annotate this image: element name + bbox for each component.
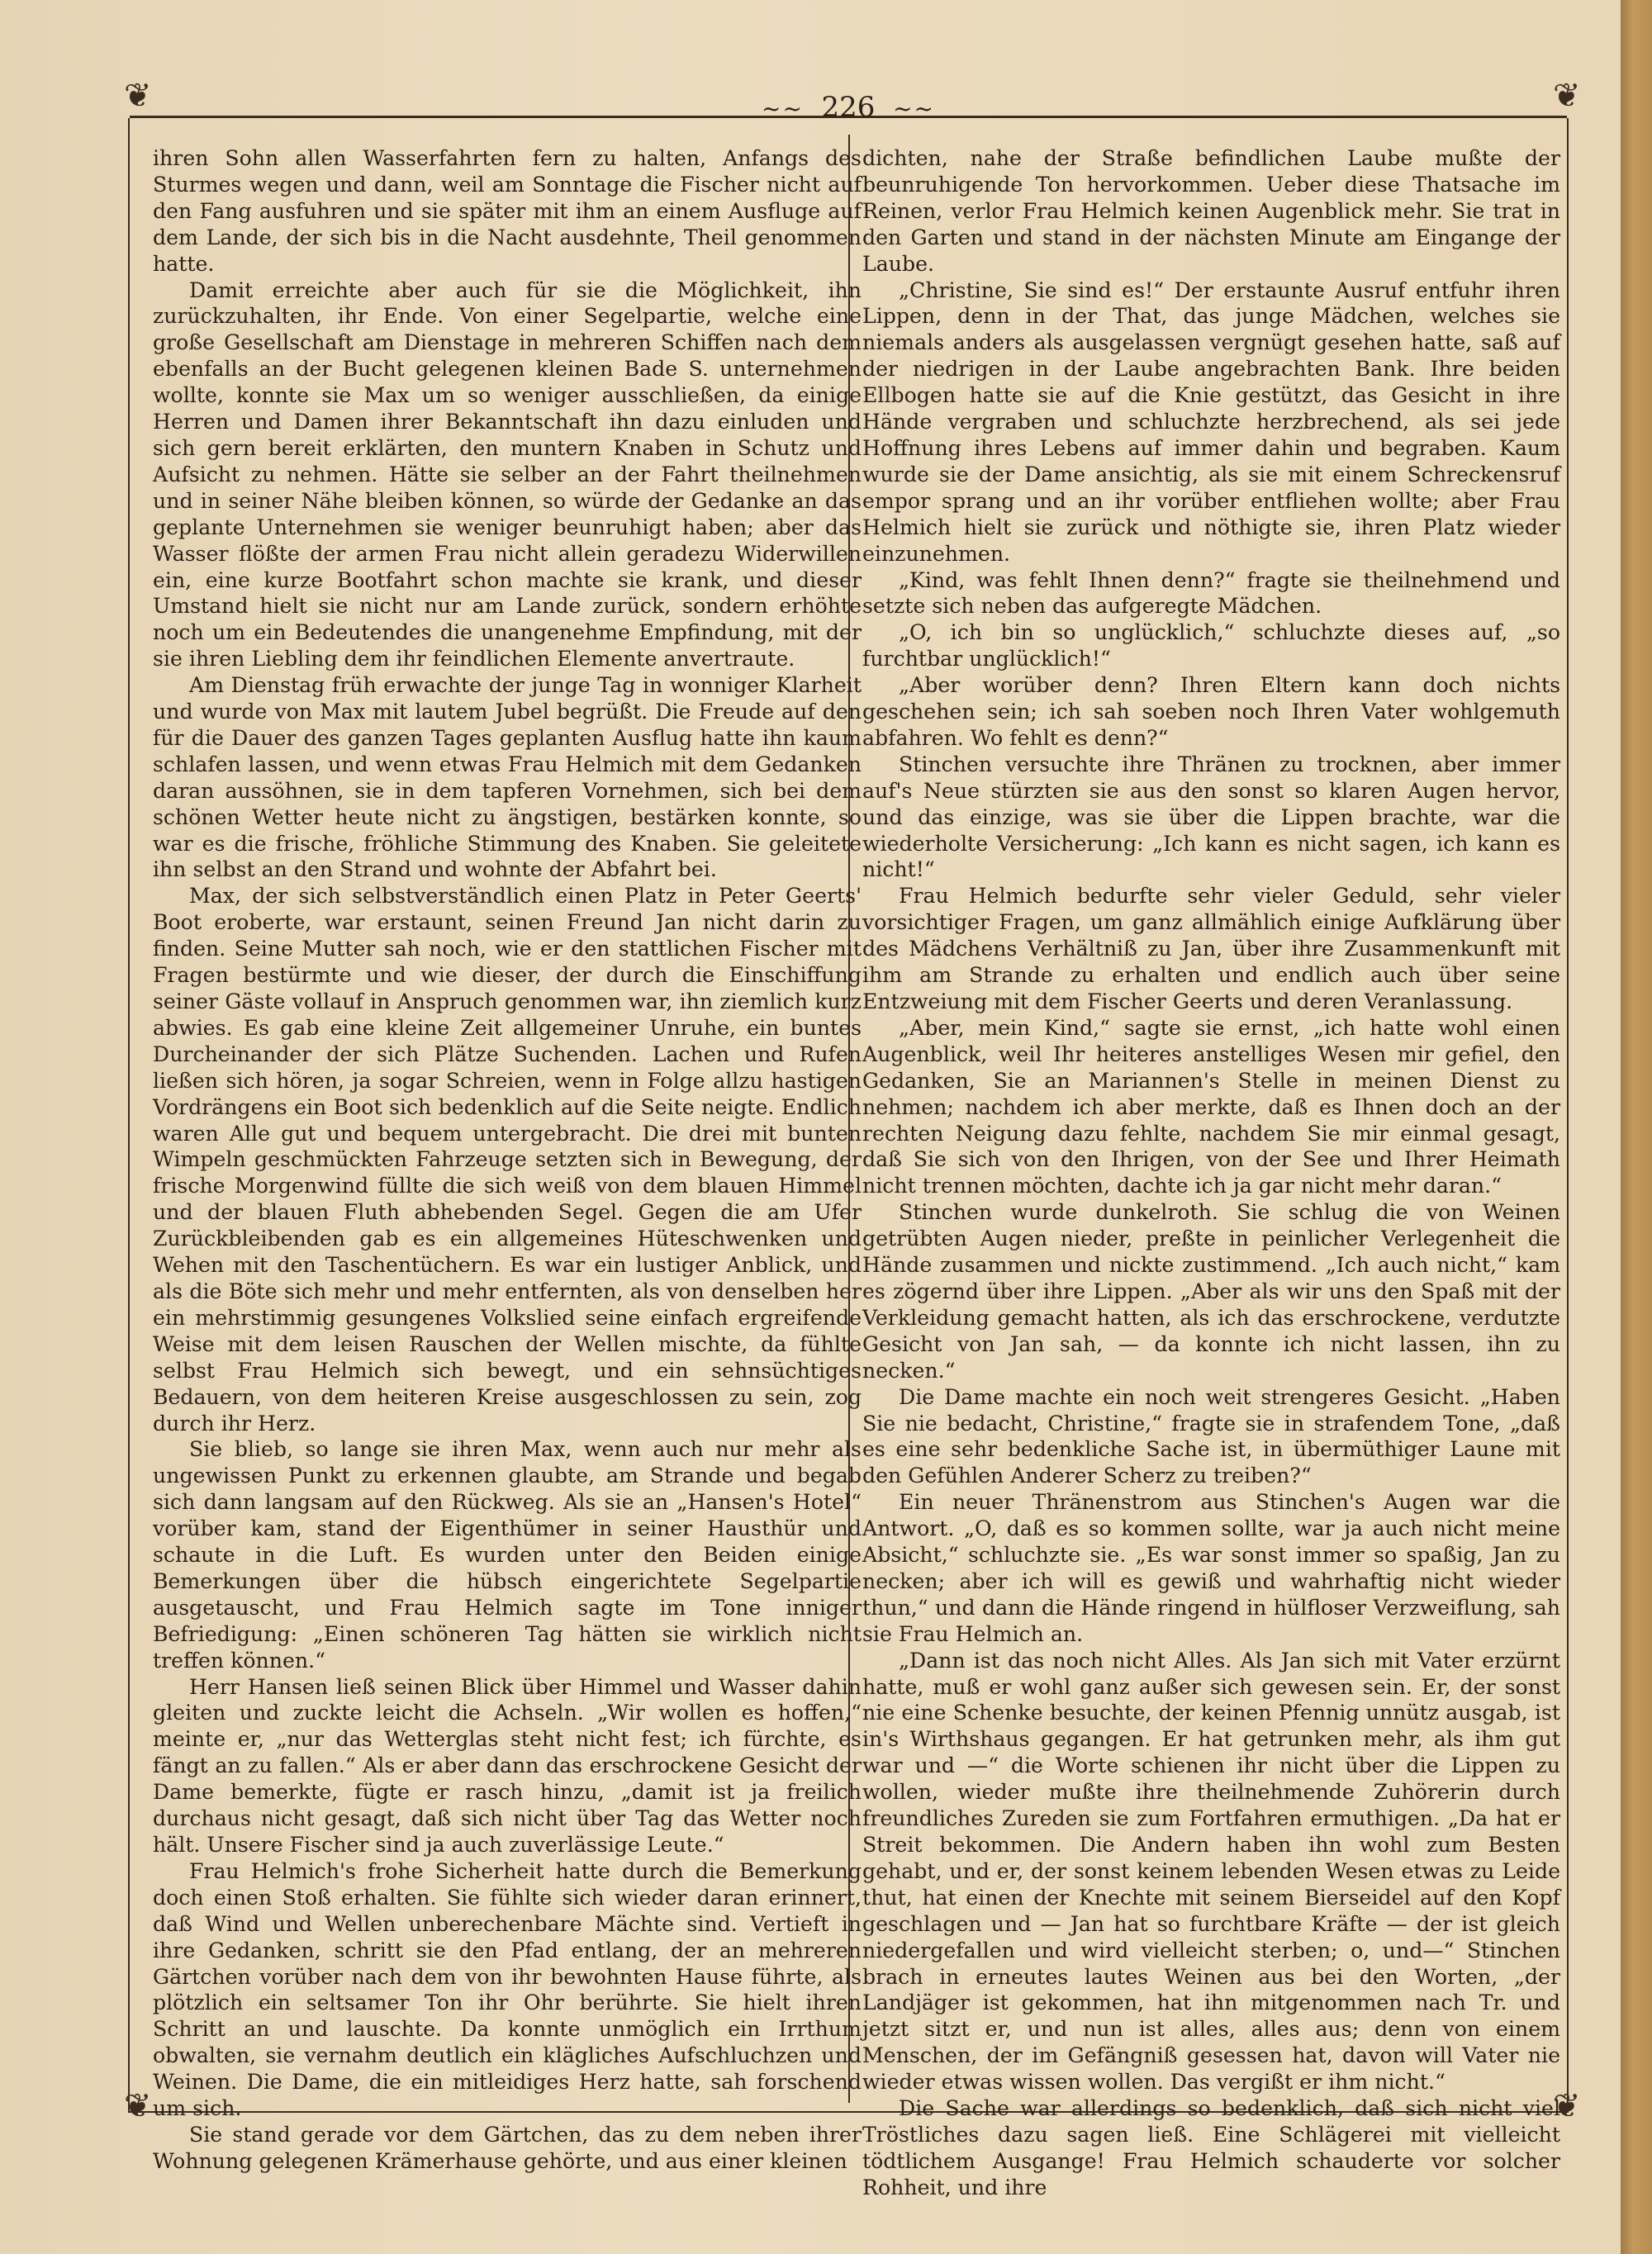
paragraph: Stinchen wurde dunkelroth. Sie schlug die von Weinen getrübten Augen nieder, preßte in peinlicher Verlegenheit die Hände zusammen und nickte zustimmend. „Ich auch nicht,“ kam es zögernd über ihre Lippen. „Aber als wir uns den Spaß mit der Verkleidung gemacht hatten, als ich das erschrockene, verdutzte Gesicht von Jan sah, — da konnte ich nicht lassen, ihn zu necken.“: [862, 1200, 1560, 1383]
paragraph: Sie blieb, so lange sie ihren Max, wenn auch nur mehr als ungewissen Punkt zu erkennen glaubte, am Strande und begab sich dann langsam auf den Rückweg. Als sie an „Hansen's Hotel“ vorüber kam, stand der Eigenthümer in seiner Hausthür und schaute in die Luft. Es wurden unter den Beiden einige Bemerkungen über die hübsch eingerichtete Segelpartie ausgetauscht, und Frau Helmich sagte im Tone inniger Befriedigung: „Einen schöneren Tag hätten sie wirklich nicht treffen können.“: [153, 1437, 862, 1673]
paragraph: Damit erreichte aber auch für sie die Möglichkeit, ihn zurückzuhalten, ihr Ende. Von einer Segelpartie, welche eine große Gesellschaft am Dienstage in mehreren Schiffen nach dem ebenfalls an der Bucht gelegenen kleinen Bade S. unternehmen wollte, konnte sie Max um so weniger ausschließen, da einige Herren und Damen ihrer Bekanntschaft ihn dazu einluden und sich gern bereit erklärten, den muntern Knaben in Schutz und Aufsicht zu nehmen. Hätte sie selber an der Fahrt theilnehmen und in seiner Nähe bleiben können, so würde der Gedanke an das geplante Unternehmen sie weniger beunruhigt haben; aber das Wasser flößte der armen Frau nicht allein geradezu Widerwillen ein, eine kurze Bootfahrt schon machte sie krank, und dieser Umstand hielt sie nicht nur am Lande zurück, sondern erhöhte noch um ein Bedeutendes die unangenehme Empfindung, mit der sie ihren Liebling dem ihr feindlichen Elemente anvertraute.: [153, 278, 862, 671]
paragraph: „Dann ist das noch nicht Alles. Als Jan sich mit Vater erzürnt hatte, muß er wohl ganz außer sich gewesen sein. Er, der sonst nie eine Schenke besuchte, der keinen Pfennig unnütz ausgab, ist in's Wirthshaus gegangen. Er hat getrunken mehr, als ihm gut war und —“ die Worte schienen ihr nicht über die Lippen zu wollen, wieder mußte ihre theilnehmende Zuhörerin durch freundliches Zureden sie zum Fortfahren ermuthigen. „Da hat er Streit bekommen. Die Andern haben ihn wohl zum Besten gehabt, und er, der sonst keinem lebenden Wesen etwas zu Leide thut, hat einen der Knechte mit seinem Bierseidel auf den Kopf geschlagen und — Jan hat so furchtbare Kräfte — der ist gleich niedergefallen und wird vielleicht sterben; o, und—“ Stinchen brach in erneutes lautes Weinen aus bei den Worten, „der Landjäger ist gekommen, hat ihn mitgenommen nach Tr. und jetzt sitzt er, und nun ist alles, alles aus; denn von einem Menschen, der im Gefängniß gesessen hat, davon will Vater nie wieder etwas wissen wollen. Das vergißt er ihm nicht.“: [862, 1648, 1560, 2095]
paragraph: Die Dame machte ein noch weit strengeres Gesicht. „Haben Sie nie bedacht, Christine,“ fragte sie in strafendem Tone, „daß es eine sehr bedenkliche Sache ist, in übermüthiger Laune mit den Gefühlen Anderer Scherz zu treiben?“: [862, 1384, 1560, 1488]
paragraph: Die Sache war allerdings so bedenklich, daß sich nicht viel Tröstliches dazu sagen ließ. Eine Schlägerei mit vielleicht tödtlichem Ausgange! Frau Helmich schauderte vor solcher Rohheit, und ihre: [862, 2096, 1560, 2199]
paragraph: Ein neuer Thränenstrom aus Stinchen's Augen war die Antwort. „O, daß es so kommen sollte, war ja auch nicht meine Absicht,“ schluchzte sie. „Es war sonst immer so spaßig, Jan zu necken; aber ich will es gewiß und wahrhaftig nicht wieder thun,“ und dann die Hände ringend in hülfloser Verzweiflung, sah sie Frau Helmich an.: [862, 1490, 1560, 1646]
paragraph: ihren Sohn allen Wasserfahrten fern zu halten, Anfangs des Sturmes wegen und dann, weil am Sonntage die Fischer nicht auf den Fang ausfuhren und sie später mit ihm an einem Ausfluge auf dem Lande, der sich bis in die Nacht ausdehnte, Theil genommen hatte.: [153, 146, 862, 276]
frame-left-rule: [128, 118, 130, 2113]
right-column: [862, 145, 1560, 2199]
paragraph: dichten, nahe der Straße befindlichen Laube mußte der beunruhigende Ton hervorkommen. Ueber diese Thatsache im Reinen, verlor Frau Helmich keinen Augenblick mehr. Sie trat in den Garten und stand in der nächsten Minute am Eingange der Laube.: [862, 146, 1560, 276]
paragraph: Frau Helmich's frohe Sicherheit hatte durch die Bemerkung doch einen Stoß erhalten. Sie fühlte sich wieder daran erinnert, daß Wind und Wellen unberechenbare Mächte sind. Vertieft in ihre Gedanken, schritt sie den Pfad entlang, der an mehreren Gärtchen vorüber nach dem von ihr bewohnten Hause führte, als plötzlich ein seltsamer Ton ihr Ohr berührte. Sie hielt ihren Schritt an und lauschte. Da konnte unmöglich ein Irrthum obwalten, sie vernahm deutlich ein klägliches Aufschluchzen und Weinen. Die Dame, die ein mitleidiges Herz hatte, sah forschend um sich.: [153, 1858, 862, 2121]
left-column: [153, 145, 862, 2173]
header-flourish-left: ~~: [762, 95, 804, 122]
paragraph: Frau Helmich bedurfte sehr vieler Geduld, sehr vieler vorsichtiger Fragen, um ganz allmählich einige Aufklärung über des Mädchens Verhältniß zu Jan, über ihre Zusammenkunft mit ihm am Strande zu erhalten und endlich auch über seine Entzweiung mit dem Fischer Geerts und deren Veranlassung.: [862, 884, 1560, 1013]
paragraph: Stinchen versuchte ihre Thränen zu trocknen, aber immer auf's Neue stürzten sie aus den sonst so klaren Augen hervor, und das einzige, was sie über die Lippen brachte, war die wiederholte Versicherung: „Ich kann es nicht sagen, ich kann es nicht!“: [862, 752, 1560, 882]
header-flourish-right: ~~: [893, 95, 935, 122]
paragraph: Am Dienstag früh erwachte der junge Tag in wonniger Klarheit und wurde von Max mit lautem Jubel begrüßt. Die Freude auf den für die Dauer des ganzen Tages geplanten Ausflug hatte ihn kaum schlafen lassen, und wenn etwas Frau Helmich mit dem Gedanken daran aussöhnen, sie in dem tapferen Vornehmen, sich bei dem schönen Wetter heute nicht zu ängstigen, bestärken konnte, so war es die frische, fröhliche Stimmung des Knaben. Sie geleitete ihn selbst an den Strand und wohnte der Abfahrt bei.: [153, 673, 862, 882]
paragraph: „Christine, Sie sind es!“ Der erstaunte Ausruf entfuhr ihren Lippen, denn in der That, das junge Mädchen, welches sie niemals anders als ausgelassen vergnügt gesehen hatte, saß auf der niedrigen in der Laube angebrachten Bank. Ihre beiden Ellbogen hatte sie auf die Knie gestützt, das Gesicht in ihre Hände vergraben und schluchzte herzbrechend, als sei jede Hoffnung ihres Lebens auf immer dahin und begraben. Kaum wurde sie der Dame ansichtig, als sie mit einem Schreckensruf empor sprang und an ihr vorüber entfliehen wollte; aber Frau Helmich hielt sie zurück und nöthigte sie, ihren Platz wieder einzunehmen.: [862, 278, 1560, 566]
paragraph: „O, ich bin so unglücklich,“ schluchzte dieses auf, „so furchtbar unglücklich!“: [862, 620, 1560, 671]
paragraph: „Aber, mein Kind,“ sagte sie ernst, „ich hatte wohl einen Augenblick, weil Ihr heiteres anstelliges Wesen mir gefiel, den Gedanken, Sie an Mariannen's Stelle in meinen Dienst zu nehmen; nachdem ich aber merkte, daß es Ihnen doch an der rechten Neigung dazu fehlte, nachdem Sie mir einmal gesagt, daß Sie sich von den Ihrigen, von der See und Ihrer Heimath nicht trennen möchten, dachte ich ja gar nicht mehr daran.“: [862, 1015, 1560, 1198]
paragraph: Sie stand gerade vor dem Gärtchen, das zu dem neben ihrer Wohnung gelegenen Krämerhause gehörte, und aus einer kleinen: [153, 2122, 862, 2173]
corner-ornament-top-left: ❦: [124, 77, 152, 115]
page-edge: [1621, 0, 1652, 2254]
corner-ornament-bottom-right: ❦: [1553, 2087, 1581, 2125]
paragraph: „Aber worüber denn? Ihren Eltern kann doch nichts geschehen sein; ich sah soeben noch Ihren Vater wohlgemuth abfahren. Wo fehlt es denn?“: [862, 673, 1560, 750]
page-number: 226: [821, 91, 876, 124]
paragraph: Max, der sich selbstverständlich einen Platz in Peter Geerts' Boot eroberte, war erstaunt, seinen Freund Jan nicht darin zu finden. Seine Mutter sah noch, wie er den stattlichen Fischer mit Fragen bestürmte und wie dieser, der durch die Einschiffung seiner Gäste vollauf in Anspruch genommen war, ihn ziemlich kurz abwies. Es gab eine kleine Zeit allgemeiner Unruhe, ein buntes Durcheinander der sich Plätze Suchenden. Lachen und Rufen ließen sich hören, ja sogar Schreien, wenn in Folge allzu hastigen Vordrängens ein Boot sich bedenklich auf die Seite neigte. Endlich waren Alle gut und bequem untergebracht. Die drei mit bunten Wimpeln geschmückten Fahrzeuge setzten sich in Bewegung, der frische Morgenwind füllte die sich weiß von dem blauen Himmel und der blauen Fluth abhebenden Segel. Gegen die am Ufer Zurückbleibenden gab es ein allgemeines Hüteschwenken und Wehen mit den Taschentüchern. Es war ein lustiger Anblick, und als die Böte sich mehr und mehr entfernten, als von denselben her ein mehrstimmig gesungenes Volkslied seine einfach ergreifende Weise mit dem leisen Rauschen der Wellen mischte, da fühlte selbst Frau Helmich sich bewegt, und ein sehnsüchtiges Bedauern, von dem heiteren Kreise ausgeschlossen zu sein, zog durch ihr Herz.: [153, 884, 862, 1435]
corner-ornament-bottom-left: ❦: [124, 2087, 152, 2125]
paragraph: Herr Hansen ließ seinen Blick über Himmel und Wasser dahin gleiten und zuckte leicht die Achseln. „Wir wollen es hoffen,“ meinte er, „nur das Wetterglas steht nicht fest; ich fürchte, es fängt an zu fallen.“ Als er aber dann das erschrockene Gesicht der Dame bemerkte, fügte er rasch hinzu, „damit ist ja freilich durchaus nicht gesagt, daß sich nicht über Tag das Wetter noch hält. Unsere Fischer sind ja auch zuverlässige Leute.“: [153, 1674, 862, 1857]
paragraph: „Kind, was fehlt Ihnen denn?“ fragte sie theilnehmend und setzte sich neben das aufgeregte Mädchen.: [862, 567, 1560, 619]
corner-ornament-top-right: ❦: [1553, 77, 1581, 115]
frame-right-rule: [1567, 118, 1569, 2113]
page-header: [130, 91, 1567, 124]
